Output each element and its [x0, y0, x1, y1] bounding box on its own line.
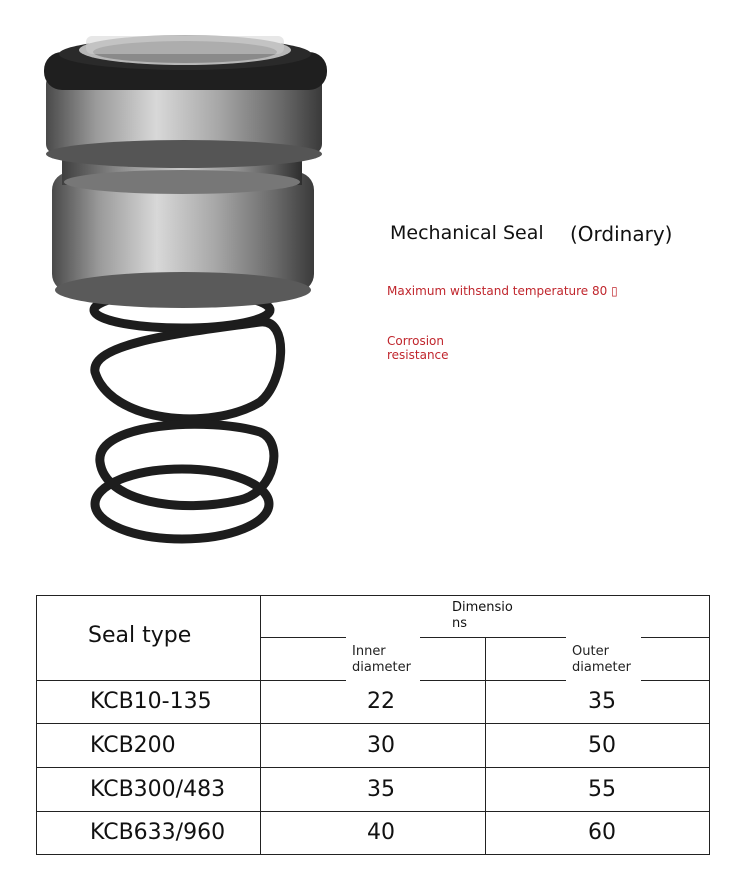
inner-diameter-header: Inner diameter [352, 644, 411, 675]
row-1-inner-diameter: 22 [367, 689, 395, 714]
mechanical-seal-photo [30, 22, 350, 567]
row-2-seal-type: KCB200 [90, 733, 176, 758]
row-4-seal-type: KCB633/960 [90, 820, 226, 845]
row-3-outer-diameter: 55 [588, 777, 616, 802]
row-4-inner-diameter: 40 [367, 820, 395, 845]
outer-diameter-header: Outer diameter [572, 644, 631, 675]
row-3-inner-diameter: 35 [367, 777, 395, 802]
row-2-inner-diameter: 30 [367, 733, 395, 758]
corrosion-feature: Corrosion resistance [387, 334, 449, 362]
product-title: Mechanical Seal [390, 222, 544, 244]
temperature-feature: Maximum withstand temperature 80 ▯ [387, 284, 618, 298]
row-1-outer-diameter: 35 [588, 689, 616, 714]
row-2-outer-diameter: 50 [588, 733, 616, 758]
seal-type-header: Seal type [88, 623, 192, 648]
dimensions-header: Dimensio ns [452, 600, 513, 631]
row-3-seal-type: KCB300/483 [90, 777, 226, 802]
product-subtitle: (Ordinary) [570, 222, 673, 246]
row-1-seal-type: KCB10-135 [90, 689, 212, 714]
row-4-outer-diameter: 60 [588, 820, 616, 845]
dimensions-table [36, 595, 710, 855]
